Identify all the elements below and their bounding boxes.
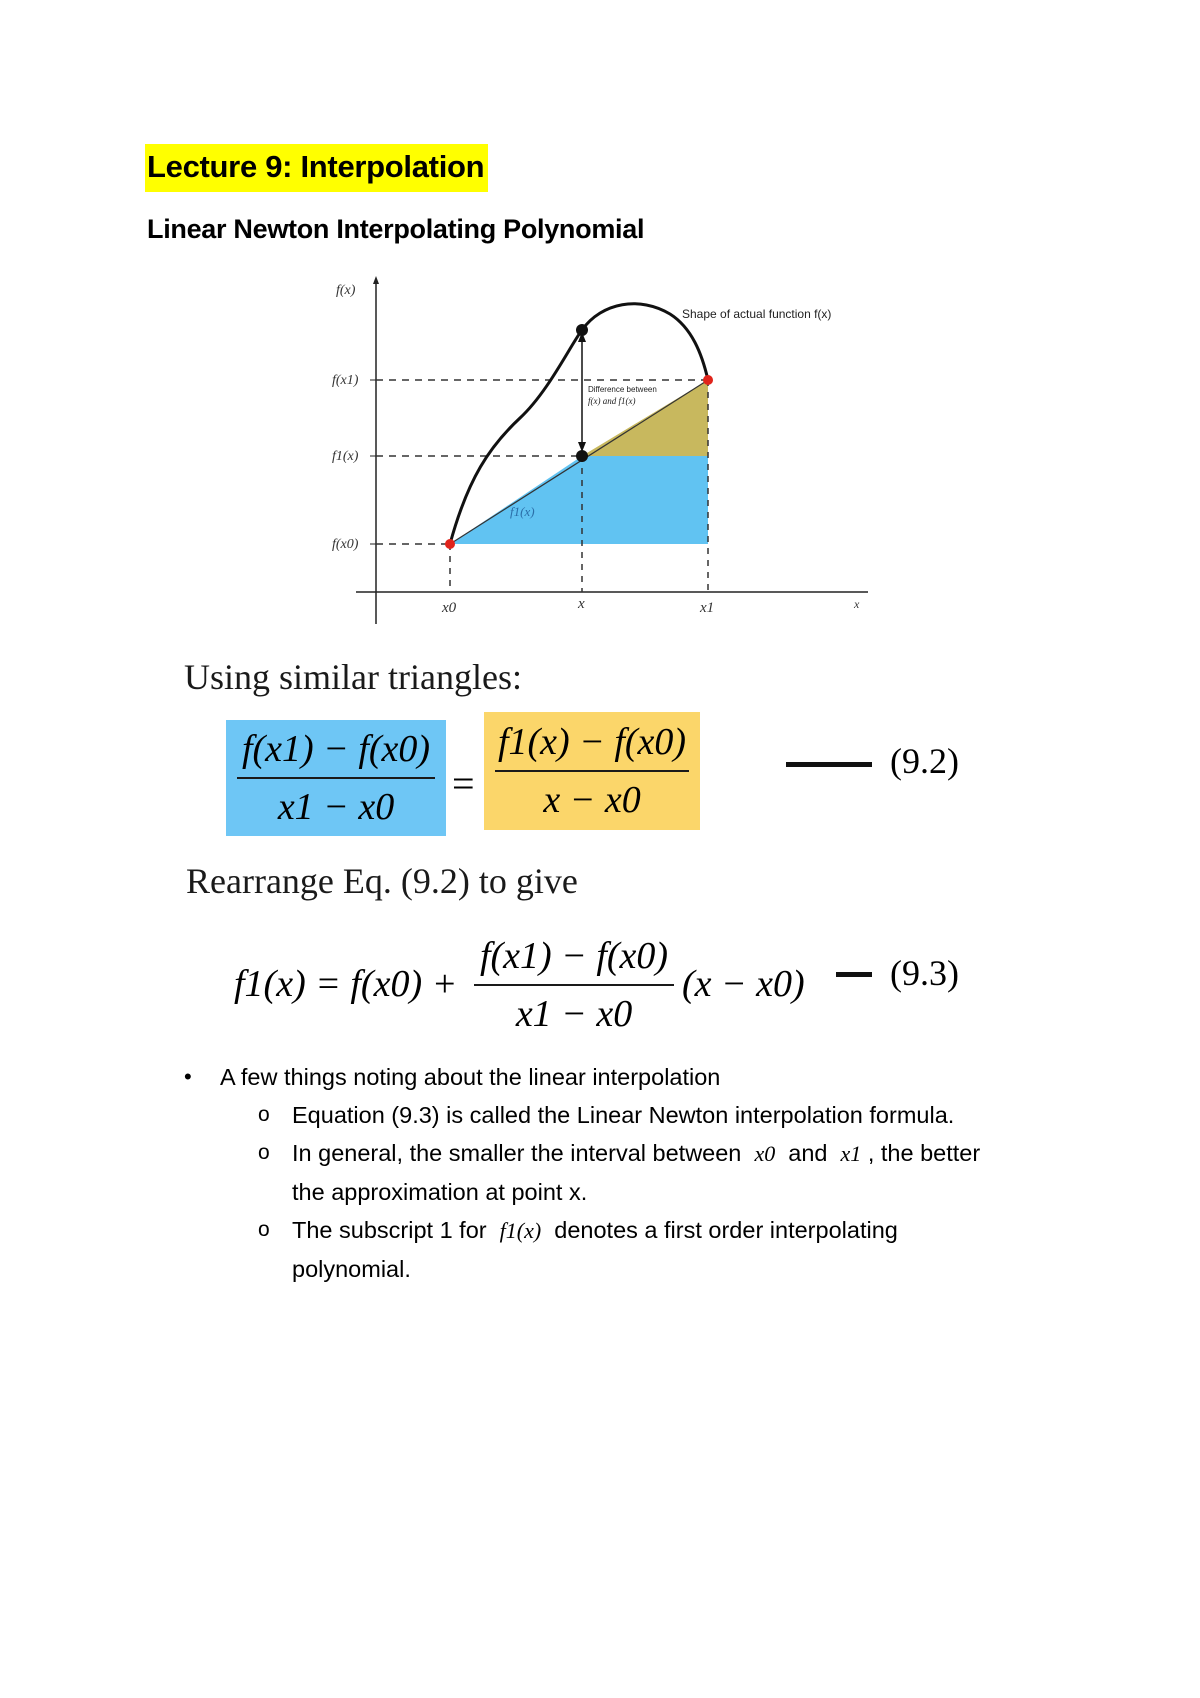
xtick-label-x1: x1 — [700, 600, 715, 616]
lhs-denominator: x1 − x0 — [277, 786, 395, 828]
math-f1x: f1(x) — [499, 1218, 542, 1243]
similar-heading: Using similar triangles: — [184, 657, 522, 697]
section-subtitle: Linear Newton Interpolating Polynomial — [147, 214, 645, 244]
eq-9-3-dash — [836, 972, 872, 977]
lhs-fraction-bar — [237, 777, 435, 779]
rearrange-fraction-bar — [474, 984, 674, 986]
interpolation-figure — [320, 268, 880, 628]
rearrange-numerator: f(x1) − f(x0) — [479, 935, 669, 977]
x-axis-label: x — [854, 597, 860, 611]
ytick-label-f1x: f1(x) — [332, 449, 359, 464]
y-axis-label: f(x) — [336, 283, 356, 298]
rearrange-fraction — [474, 930, 674, 1040]
lhs-numerator: f(x1) − f(x0) — [241, 728, 431, 770]
difference-label-1: Difference between — [588, 385, 657, 394]
rearrange-factor: (x − x0) — [682, 963, 805, 1005]
list-item: o The subscript 1 for f1(x) denotes a first order interpolating polynomial. — [170, 1211, 1070, 1288]
point-x0 — [445, 539, 455, 549]
list-item: o Equation (9.3) is called the Linear Newton interpolation formula. — [170, 1096, 1070, 1134]
ytick-label-fx0: f(x0) — [332, 537, 359, 552]
point-x1 — [703, 375, 713, 385]
ytick-label-fx1: f(x1) — [332, 373, 359, 388]
list-item: o In general, the smaller the interval between x0 and x1 , the better the approximation at point x. — [170, 1134, 1070, 1211]
notes-list — [170, 1058, 1070, 1288]
point-f1x — [576, 450, 588, 462]
rhs-fraction-bar — [495, 770, 689, 772]
equals-sign: = — [452, 761, 475, 806]
rearrange-denominator: x1 − x0 — [515, 993, 633, 1035]
line-label: f1(x) — [510, 504, 535, 519]
xtick-label-x0: x0 — [442, 600, 457, 616]
difference-label-2: f(x) and f1(x) — [588, 396, 636, 406]
rearrange-lhs: f1(x) = f(x0) + — [234, 963, 458, 1005]
math-x1: x1 — [840, 1141, 862, 1166]
rhs-numerator: f1(x) − f(x0) — [497, 721, 687, 763]
xtick-label-x: x — [578, 596, 585, 612]
eq-9-2-dash — [786, 762, 872, 767]
rhs-denominator: x − x0 — [543, 779, 641, 821]
rhs-fraction-box — [484, 712, 700, 830]
math-x0: x0 — [754, 1141, 776, 1166]
rearrange-heading: Rearrange Eq. (9.2) to give — [186, 861, 578, 901]
curve-label: Shape of actual function f(x) — [682, 307, 832, 321]
page-title: Lecture 9: Interpolation — [145, 144, 488, 192]
list-item: • A few things noting about the linear interpolation — [170, 1058, 1070, 1096]
point-fx-actual — [576, 324, 588, 336]
eq-number-9-3: (9.3) — [890, 953, 959, 993]
eq-number-9-2: (9.2) — [890, 741, 959, 781]
y-axis-arrow — [373, 276, 379, 284]
lhs-fraction-box — [226, 720, 446, 836]
